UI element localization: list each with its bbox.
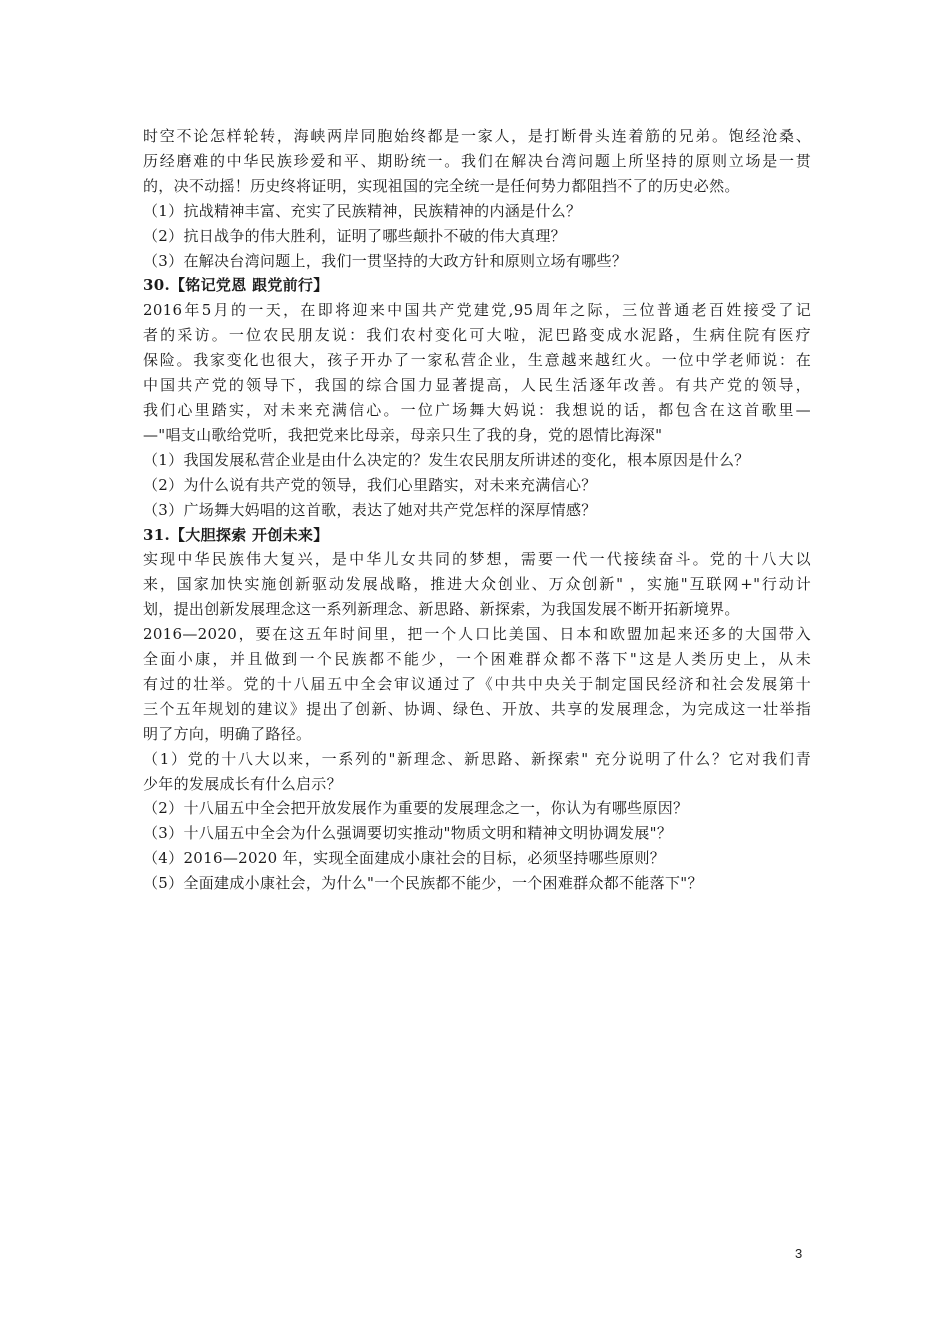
question-3: （3）在解决台湾问题上，我们一贯坚持的大政方针和原则立场有哪些？ [143, 251, 628, 270]
text-body [143, 124, 811, 896]
paragraph-line: 实现中华民族伟大复兴，是中华儿女共同的梦想，需要一代一代接续奋斗。党的十八大以 [143, 550, 811, 569]
paragraph-line: 来，国家加快实施创新驱动发展战略，推进大众创业、万众创新" ，实施"互联网+"行动计 [143, 575, 811, 594]
page-number: 3 [795, 1246, 803, 1261]
paragraph-line: 2016—2020，要在这五年时间里，把一个人口比美国、日本和欧盟加起来还多的大国带入 [143, 625, 811, 644]
paragraph-line: 保险。我家变化也很大，孩子开办了一家私营企业，生意越来越红火。一位中学老师说：在 [143, 351, 811, 370]
question-3: （3）广场舞大妈唱的这首歌，表达了她对共产党怎样的深厚情感？ [143, 500, 597, 519]
paragraph-line: —"唱支山歌给党听，我把党来比母亲，母亲只生了我的身，党的恩情比海深" [143, 425, 663, 444]
paragraph-line: 有过的壮举。党的十八届五中全会审议通过了《中共中央关于制定国民经济和社会发展第十 [143, 674, 811, 693]
question-2: （2）抗日战争的伟大胜利，证明了哪些颠扑不破的伟大真理？ [143, 226, 566, 245]
paragraph-line: 划，提出创新发展理念这一系列新理念、新思路、新探索，为我国发展不断开拓新境界。 [143, 600, 740, 619]
section-heading-31: 31.【大胆探索 开创未来】 [143, 525, 329, 544]
question-1-continued: 少年的发展成长有什么启示？ [143, 774, 342, 793]
paragraph-line: 中国共产党的领导下，我国的综合国力显著提高，人民生活逐年改善。有共产党的领导， [143, 376, 811, 395]
paragraph-line: 明了方向，明确了路径。 [143, 724, 312, 743]
paragraph-line: 2016年5月的一天，在即将迎来中国共产党建党,95周年之际，三位普通老百姓接受了记 [143, 301, 811, 320]
question-1: （1）党的十八大以来，一系列的"新理念、新思路、新探索" 充分说明了什么？它对我们青 [143, 749, 811, 768]
paragraph-line: 历经磨难的中华民族珍爱和平、期盼统一。我们在解决台湾问题上所坚持的原则立场是一贯 [143, 151, 811, 170]
question-2: （2）十八届五中全会把开放发展作为重要的发展理念之一，你认为有哪些原因？ [143, 799, 689, 818]
paragraph-line: 者的采访。一位农民朋友说：我们农村变化可大啦，泥巴路变成水泥路，生病住院有医疗 [143, 326, 811, 345]
question-2: （2）为什么说有共产党的领导，我们心里踏实，对未来充满信心？ [143, 475, 597, 494]
paragraph-line: 我们心里踏实，对未来充满信心。一位广场舞大妈说：我想说的话，都包含在这首歌里— [143, 400, 811, 419]
paragraph-line: 三个五年规划的建议》提出了创新、协调、绿色、开放、共享的发展理念，为完成这一壮举指 [143, 699, 811, 718]
paragraph-line: 全面小康，并且做到一个民族都不能少，一个困难群众都不落下"这是人类历史上，从未 [143, 650, 811, 669]
paragraph-line: 时空不论怎样轮转，海峡两岸同胞始终都是一家人，是打断骨头连着筋的兄弟。饱经沧桑、 [143, 127, 811, 145]
paragraph-line: 的，决不动摇！历史终将证明，实现祖国的完全统一是任何势力都阻挡不了的历史必然。 [143, 176, 740, 195]
question-4: （4）2016—2020 年，实现全面建成小康社会的目标，必须坚持哪些原则？ [143, 849, 666, 868]
question-1: （1）抗战精神丰富、充实了民族精神，民族精神的内涵是什么？ [143, 201, 582, 220]
question-1: （1）我国发展私营企业是由什么决定的？发生农民朋友所讲述的变化，根本原因是什么？ [143, 450, 750, 469]
question-5: （5）全面建成小康社会，为什么"一个民族都不能少，一个困难群众都不能落下"？ [143, 874, 703, 893]
question-3: （3）十八届五中全会为什么强调要切实推动"物质文明和精神文明协调发展"？ [143, 824, 673, 843]
section-heading-30: 30.【铭记党恩 跟党前行】 [143, 276, 329, 295]
